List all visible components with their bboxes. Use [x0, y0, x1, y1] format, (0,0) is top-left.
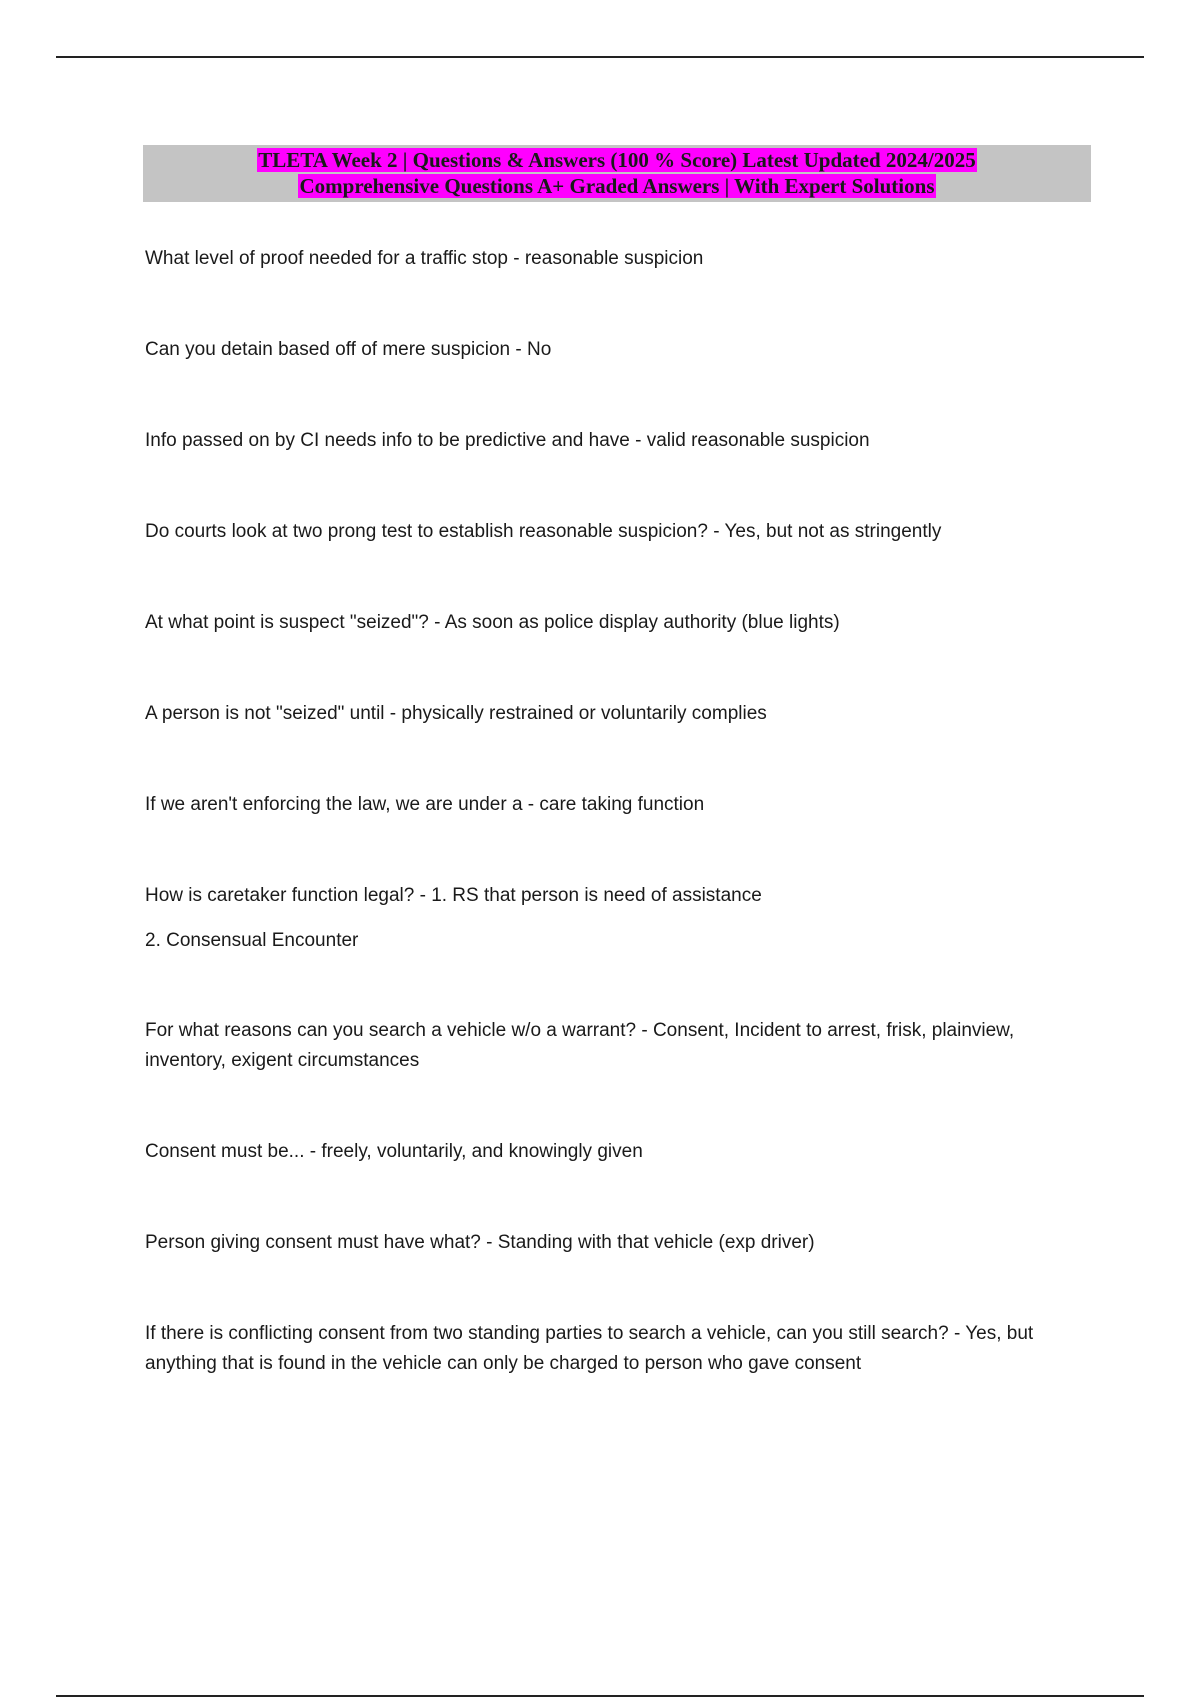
qa-item-continuation: 2. Consensual Encounter	[145, 930, 359, 951]
qa-item: Consent must be... - freely, voluntarily, and knowingly given	[145, 1141, 643, 1162]
qa-item: At what point is suspect "seized"? - As soon as police display authority (blue lights)	[145, 612, 840, 633]
qa-item: Person giving consent must have what? - Standing with that vehicle (exp driver)	[145, 1232, 815, 1253]
qa-item: Can you detain based off of mere suspicion - No	[145, 339, 552, 360]
title-line-1: TLETA Week 2 | Questions & Answers (100 % Score) Latest Updated 2024/2025	[258, 148, 976, 172]
qa-item: Do courts look at two prong test to establish reasonable suspicion? - Yes, but not as stringently	[145, 521, 942, 542]
qa-item: If there is conflicting consent from two standing parties to search a vehicle, can you still search? - Yes, but anything that is found in the vehicle can only be charged to person who gave consent	[145, 1323, 1034, 1374]
qa-item: A person is not "seized" until - physically restrained or voluntarily complies	[145, 703, 767, 724]
qa-item: If we aren't enforcing the law, we are under a - care taking function	[145, 794, 705, 815]
qa-item: How is caretaker function legal? - 1. RS that person is need of assistance	[145, 885, 762, 906]
qa-item: For what reasons can you search a vehicle w/o a warrant? - Consent, Incident to arrest, frisk, plainview, inventory, exigent circumstances	[145, 1020, 1015, 1071]
title-line-2: Comprehensive Questions A+ Graded Answers | With Expert Solutions	[299, 174, 935, 198]
qa-item: What level of proof needed for a traffic stop - reasonable suspicion	[145, 248, 704, 269]
top-rule	[56, 56, 1144, 58]
bottom-rule	[56, 1695, 1144, 1697]
document-title-banner	[143, 145, 1091, 202]
qa-item: Info passed on by CI needs info to be predictive and have - valid reasonable suspicion	[145, 430, 870, 451]
